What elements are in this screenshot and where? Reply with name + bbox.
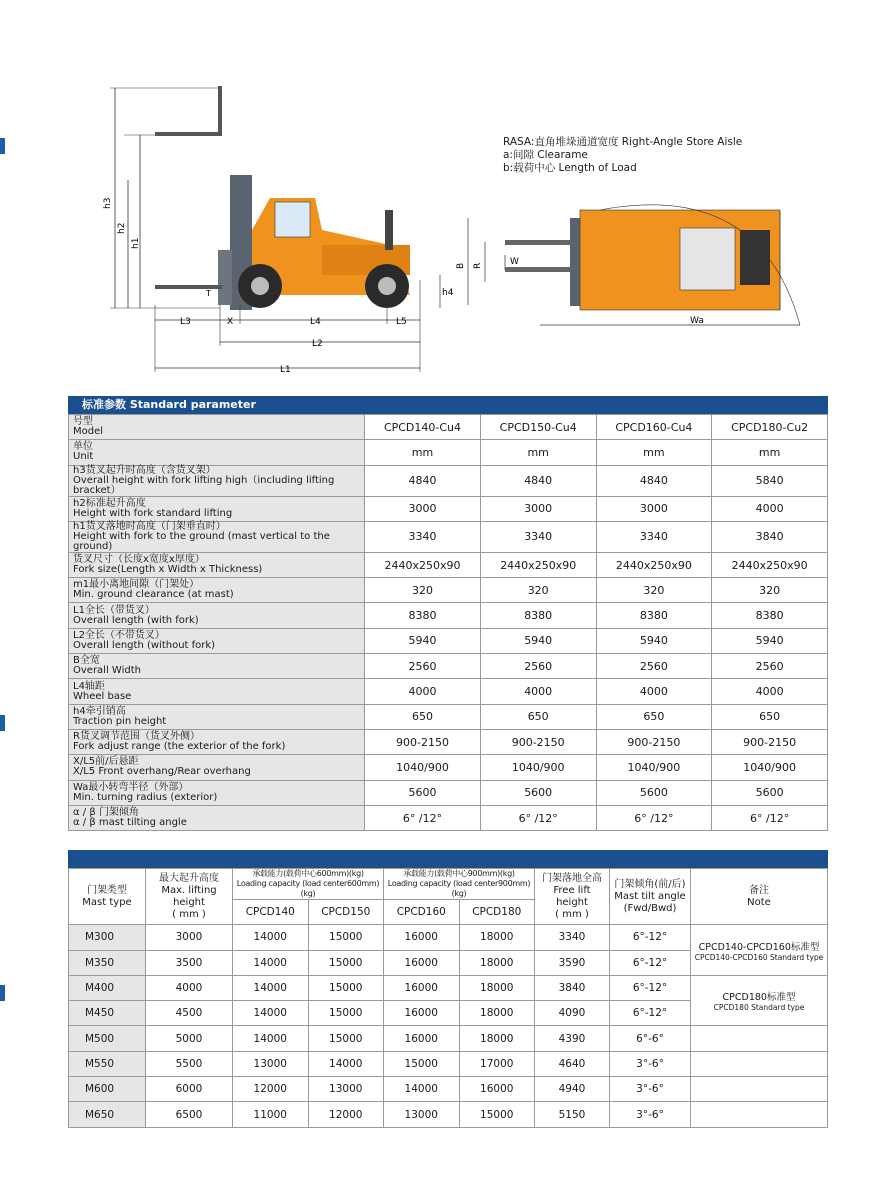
value-cell: 6°-12°	[610, 925, 691, 950]
value-cell: 5150	[535, 1102, 610, 1127]
value-cell: 6°-6°	[610, 1026, 691, 1051]
value-cell: 4840	[480, 465, 596, 496]
value-cell: 2440x250x90	[365, 552, 481, 577]
header-note	[691, 869, 828, 925]
label-t: T	[206, 289, 211, 298]
label-cn: L1全长（带货叉）	[73, 604, 155, 616]
mast-type-cell: M650	[69, 1102, 146, 1127]
value-cell: 3°-6°	[610, 1102, 691, 1127]
label-cn: Wa最小转弯半径（外部）	[73, 781, 189, 793]
value-cell: mm	[365, 440, 481, 465]
value-cell: 4000	[365, 679, 481, 704]
model-cell: CPCD150-Cu4	[480, 415, 596, 440]
table-row	[69, 1051, 828, 1076]
row-label	[69, 780, 365, 805]
label-cn: α / β 门架倾角	[73, 807, 139, 818]
value-cell: 3340	[480, 521, 596, 552]
value-cell: 15000	[308, 950, 384, 975]
label-en: Fork size(Length x Width x Thickness)	[73, 564, 263, 576]
table-row	[69, 1026, 828, 1051]
label-x: X	[227, 317, 234, 327]
label-en: Height with fork to the ground (mast vertical to the ground)	[73, 530, 330, 552]
value-cell: 5940	[365, 628, 481, 653]
row-label	[69, 465, 365, 496]
value-cell: 3000	[480, 496, 596, 521]
value-cell: 650	[365, 704, 481, 729]
value-cell: 8380	[480, 603, 596, 628]
header-text: Free lift height	[553, 884, 591, 908]
edge-mark	[0, 138, 5, 154]
value-cell: 13000	[308, 1077, 384, 1102]
value-cell: 3000	[365, 496, 481, 521]
header-text: ( mm )	[555, 908, 589, 920]
header-text: Note	[747, 896, 771, 908]
value-cell: 6500	[146, 1102, 233, 1127]
value-cell: 320	[596, 578, 712, 603]
label-wa: Wa	[690, 316, 704, 326]
note-cell	[691, 975, 828, 1026]
note-cell	[691, 1026, 828, 1051]
mast-type-cell: M300	[69, 925, 146, 950]
row-label	[69, 496, 365, 521]
label-cn: h3货叉起升时高度（含货叉架）	[73, 464, 216, 476]
label-h2: h2	[117, 222, 127, 234]
header-text: 门架落地全高	[542, 872, 602, 884]
value-cell: 4000	[712, 496, 828, 521]
value-cell: 2440x250x90	[596, 552, 712, 577]
value-cell: 5600	[365, 780, 481, 805]
header-max-lift	[146, 869, 233, 925]
label-en: Overall height with fork lifting high（including lifting bracket）	[73, 474, 335, 496]
label-b: B	[456, 262, 466, 269]
value-cell: 3340	[365, 521, 481, 552]
header-text: 门架类型	[87, 884, 127, 896]
label-en: Overall length (with fork)	[73, 614, 199, 626]
table-row	[69, 603, 828, 628]
row-label	[69, 603, 365, 628]
value-cell: 4940	[535, 1077, 610, 1102]
row-label	[69, 552, 365, 577]
value-cell: 650	[712, 704, 828, 729]
row-label	[69, 415, 365, 440]
label-en: Overall length (without fork)	[73, 639, 216, 651]
value-cell: 6°-12°	[610, 1001, 691, 1026]
label-en: α / β mast tilting angle	[73, 817, 187, 828]
row-label	[69, 679, 365, 704]
row-label	[69, 805, 365, 830]
table-row	[69, 578, 828, 603]
label-en: Min. ground clearance (at mast)	[73, 589, 234, 601]
label-l1: L1	[280, 365, 291, 375]
value-cell: 16000	[459, 1077, 535, 1102]
table-row	[69, 805, 828, 830]
value-cell: 15000	[308, 925, 384, 950]
header-text: ( mm )	[172, 908, 206, 920]
value-cell: 14000	[233, 1001, 309, 1026]
header-text: 承载能力(载荷中心900mm)(kg)	[403, 869, 515, 878]
value-cell: 320	[712, 578, 828, 603]
label-cn: 货叉尺寸（长度x宽度x厚度）	[73, 554, 205, 566]
label-l4: L4	[310, 317, 321, 327]
legend-item: RASA:直角堆垛通道宽度 Right-Angle Store Aisle	[503, 136, 743, 148]
value-cell: 900-2150	[596, 729, 712, 754]
value-cell: 14000	[233, 925, 309, 950]
label-en: Fork adjust range (the exterior of the fork)	[73, 741, 286, 753]
label-cn: R货叉调节范围（货叉外侧）	[73, 731, 200, 743]
header-capacity-600	[233, 869, 384, 900]
sub-model: CPCD160	[384, 900, 460, 925]
header-tilt-angle	[610, 869, 691, 925]
row-label	[69, 729, 365, 754]
table-row	[69, 704, 828, 729]
label-en: Wheel base	[73, 690, 132, 702]
value-cell: 900-2150	[365, 729, 481, 754]
value-cell: 8380	[365, 603, 481, 628]
value-cell: 3500	[146, 950, 233, 975]
value-cell: 1040/900	[712, 755, 828, 780]
standard-parameter-table	[68, 414, 828, 831]
value-cell: mm	[480, 440, 596, 465]
value-cell: 15000	[384, 1051, 460, 1076]
value-cell: 5940	[480, 628, 596, 653]
model-cell: CPCD160-Cu4	[596, 415, 712, 440]
value-cell: 13000	[233, 1051, 309, 1076]
value-cell: 5600	[480, 780, 596, 805]
value-cell: 5500	[146, 1051, 233, 1076]
value-cell: 3840	[712, 521, 828, 552]
value-cell: 8380	[712, 603, 828, 628]
table-header-row	[69, 869, 828, 900]
value-cell: 1040/900	[480, 755, 596, 780]
value-cell: 5840	[712, 465, 828, 496]
table-row	[69, 552, 828, 577]
label-cn: L4轴距	[73, 680, 105, 692]
row-label	[69, 521, 365, 552]
value-cell: 5600	[596, 780, 712, 805]
value-cell: 650	[596, 704, 712, 729]
header-text: 门架倾角(前/后)	[614, 878, 686, 890]
value-cell: 6° /12°	[596, 805, 712, 830]
value-cell: 900-2150	[480, 729, 596, 754]
table-row	[69, 654, 828, 679]
value-cell: 3340	[535, 925, 610, 950]
value-cell: 14000	[233, 975, 309, 1000]
value-cell: 18000	[459, 1001, 535, 1026]
label-w: W	[510, 257, 519, 267]
side-view	[110, 86, 440, 372]
value-cell: 16000	[384, 950, 460, 975]
row-label	[69, 628, 365, 653]
value-cell: 4840	[596, 465, 712, 496]
mast-type-cell: M600	[69, 1077, 146, 1102]
value-cell: 12000	[233, 1077, 309, 1102]
header-text: Mast type	[82, 896, 132, 908]
value-cell: 2440x250x90	[480, 552, 596, 577]
header-text: 备注	[749, 884, 769, 896]
table-row	[69, 628, 828, 653]
value-cell: 2560	[596, 654, 712, 679]
value-cell: 14000	[233, 1026, 309, 1051]
value-cell: 4090	[535, 1001, 610, 1026]
value-cell: 18000	[459, 975, 535, 1000]
sub-model: CPCD150	[308, 900, 384, 925]
row-label	[69, 440, 365, 465]
label-cn: X/L5前/后悬距	[73, 756, 139, 768]
value-cell: 14000	[308, 1051, 384, 1076]
header-text: 承载能力(载荷中心600mm)(kg)	[252, 869, 364, 878]
value-cell: 16000	[384, 925, 460, 950]
label-cn: B全宽	[73, 655, 100, 667]
value-cell: 5600	[712, 780, 828, 805]
note-text: CPCD180 Standard type	[713, 1003, 805, 1013]
label-cn: 号型	[73, 416, 93, 428]
label-en: Height with fork standard lifting	[73, 507, 233, 519]
mast-type-cell: M450	[69, 1001, 146, 1026]
value-cell: 6° /12°	[712, 805, 828, 830]
table-row	[69, 496, 828, 521]
table-row	[69, 975, 828, 1000]
value-cell: 15000	[459, 1102, 535, 1127]
value-cell: mm	[712, 440, 828, 465]
table-row	[69, 465, 828, 496]
header-capacity-900	[384, 869, 535, 900]
legend-item: b:载荷中心 Length of Load	[503, 162, 637, 174]
value-cell: 13000	[384, 1102, 460, 1127]
label-en: Unit	[73, 451, 94, 463]
label-en: X/L5 Front overhang/Rear overhang	[73, 766, 251, 778]
label-en: Min. turning radius (exterior)	[73, 791, 218, 803]
sub-model: CPCD140	[233, 900, 309, 925]
value-cell: mm	[596, 440, 712, 465]
mast-type-cell: M400	[69, 975, 146, 1000]
value-cell: 4840	[365, 465, 481, 496]
diagram-legend	[503, 136, 742, 175]
note-cell	[691, 1102, 828, 1127]
value-cell: 16000	[384, 1026, 460, 1051]
value-cell: 6°-12°	[610, 950, 691, 975]
value-cell: 3000	[146, 925, 233, 950]
label-en: Overall Width	[73, 665, 141, 677]
value-cell: 2560	[480, 654, 596, 679]
value-cell: 3340	[596, 521, 712, 552]
row-label	[69, 755, 365, 780]
value-cell: 3000	[596, 496, 712, 521]
value-cell: 2560	[365, 654, 481, 679]
value-cell: 320	[365, 578, 481, 603]
value-cell: 650	[480, 704, 596, 729]
value-cell: 16000	[384, 1001, 460, 1026]
note-cell	[691, 925, 828, 976]
value-cell: 6° /12°	[480, 805, 596, 830]
value-cell: 4390	[535, 1026, 610, 1051]
table-row	[69, 1102, 828, 1127]
value-cell: 3840	[535, 975, 610, 1000]
section-title: 标准参数 Standard parameter	[82, 398, 256, 411]
header-text: (Fwd/Bwd)	[623, 902, 677, 914]
table-row	[69, 755, 828, 780]
value-cell: 6000	[146, 1077, 233, 1102]
value-cell: 6°-12°	[610, 975, 691, 1000]
note-text: CPCD140-CPCD160 Standard type	[694, 952, 824, 962]
header-free-lift	[535, 869, 610, 925]
label-en: Model	[73, 426, 104, 438]
header-mast-type	[69, 869, 146, 925]
value-cell: 4000	[596, 679, 712, 704]
sub-model: CPCD180	[459, 900, 535, 925]
table-row	[69, 780, 828, 805]
value-cell: 2560	[712, 654, 828, 679]
note-cell	[691, 1077, 828, 1102]
label-h4: h4	[442, 288, 454, 298]
value-cell: 1040/900	[365, 755, 481, 780]
label-l2: L2	[312, 339, 323, 349]
value-cell: 6° /12°	[365, 805, 481, 830]
table-row	[69, 679, 828, 704]
label-r: R	[473, 262, 483, 269]
table-row	[69, 521, 828, 552]
header-text: 最大起升高度	[159, 872, 219, 884]
model-cell: CPCD180-Cu2	[712, 415, 828, 440]
value-cell: 3°-6°	[610, 1051, 691, 1076]
value-cell: 4640	[535, 1051, 610, 1076]
value-cell: 3°-6°	[610, 1077, 691, 1102]
table-body	[69, 925, 828, 1127]
table-body	[69, 440, 828, 831]
label-cn: h1货叉落地时高度（门架垂直时）	[73, 520, 226, 532]
label-cn: L2全长（不带货叉）	[73, 629, 165, 641]
note-text: CPCD180标准型	[722, 992, 796, 1004]
row-label	[69, 704, 365, 729]
label-h1: h1	[131, 237, 141, 249]
label-cn: h2标准起升高度	[73, 497, 146, 509]
edge-mark	[0, 715, 5, 731]
header-text: Loading capacity (load center900mm)(kg)	[387, 879, 531, 898]
table-row	[69, 925, 828, 950]
label-l5: L5	[396, 317, 407, 327]
value-cell: 320	[480, 578, 596, 603]
section-bar	[68, 850, 828, 868]
value-cell: 18000	[459, 950, 535, 975]
label-cn: m1最小离地间隙（门架处）	[73, 579, 200, 591]
value-cell: 18000	[459, 1026, 535, 1051]
value-cell: 12000	[308, 1102, 384, 1127]
value-cell: 14000	[384, 1077, 460, 1102]
value-cell: 11000	[233, 1102, 309, 1127]
header-text: Loading capacity (load center600mm)(kg)	[236, 879, 380, 898]
value-cell: 5940	[596, 628, 712, 653]
row-label	[69, 578, 365, 603]
value-cell: 17000	[459, 1051, 535, 1076]
table-row	[69, 729, 828, 754]
table-row	[69, 440, 828, 465]
value-cell: 1040/900	[596, 755, 712, 780]
legend-item: a:间隙 Clearame	[503, 149, 588, 161]
label-cn: h4牵引销高	[73, 705, 126, 717]
value-cell: 2440x250x90	[712, 552, 828, 577]
model-cell: CPCD140-Cu4	[365, 415, 481, 440]
table-header-row	[69, 415, 828, 440]
value-cell: 5000	[146, 1026, 233, 1051]
value-cell: 4000	[712, 679, 828, 704]
mast-table	[68, 868, 828, 1128]
value-cell: 8380	[596, 603, 712, 628]
label-l3: L3	[180, 317, 191, 327]
value-cell: 15000	[308, 975, 384, 1000]
label-cn: 单位	[73, 441, 93, 453]
mast-type-cell: M500	[69, 1026, 146, 1051]
value-cell: 4000	[480, 679, 596, 704]
mast-type-cell: M350	[69, 950, 146, 975]
edge-mark	[0, 985, 5, 1001]
value-cell: 16000	[384, 975, 460, 1000]
value-cell: 3590	[535, 950, 610, 975]
mast-type-cell: M550	[69, 1051, 146, 1076]
value-cell: 15000	[308, 1001, 384, 1026]
value-cell: 18000	[459, 925, 535, 950]
header-text: Max. lifting height	[161, 884, 217, 908]
note-text: CPCD140-CPCD160标准型	[698, 941, 820, 953]
value-cell: 5940	[712, 628, 828, 653]
value-cell: 14000	[233, 950, 309, 975]
label-en: Traction pin height	[73, 715, 167, 727]
row-label	[69, 654, 365, 679]
header-text: Mast tilt angle	[614, 890, 686, 902]
value-cell: 900-2150	[712, 729, 828, 754]
label-h3: h3	[103, 197, 113, 209]
forklift-diagram	[100, 80, 820, 380]
value-cell: 15000	[308, 1026, 384, 1051]
table-row	[69, 1077, 828, 1102]
note-cell	[691, 1051, 828, 1076]
value-cell: 4000	[146, 975, 233, 1000]
value-cell: 4500	[146, 1001, 233, 1026]
section-title-bar	[68, 396, 828, 414]
